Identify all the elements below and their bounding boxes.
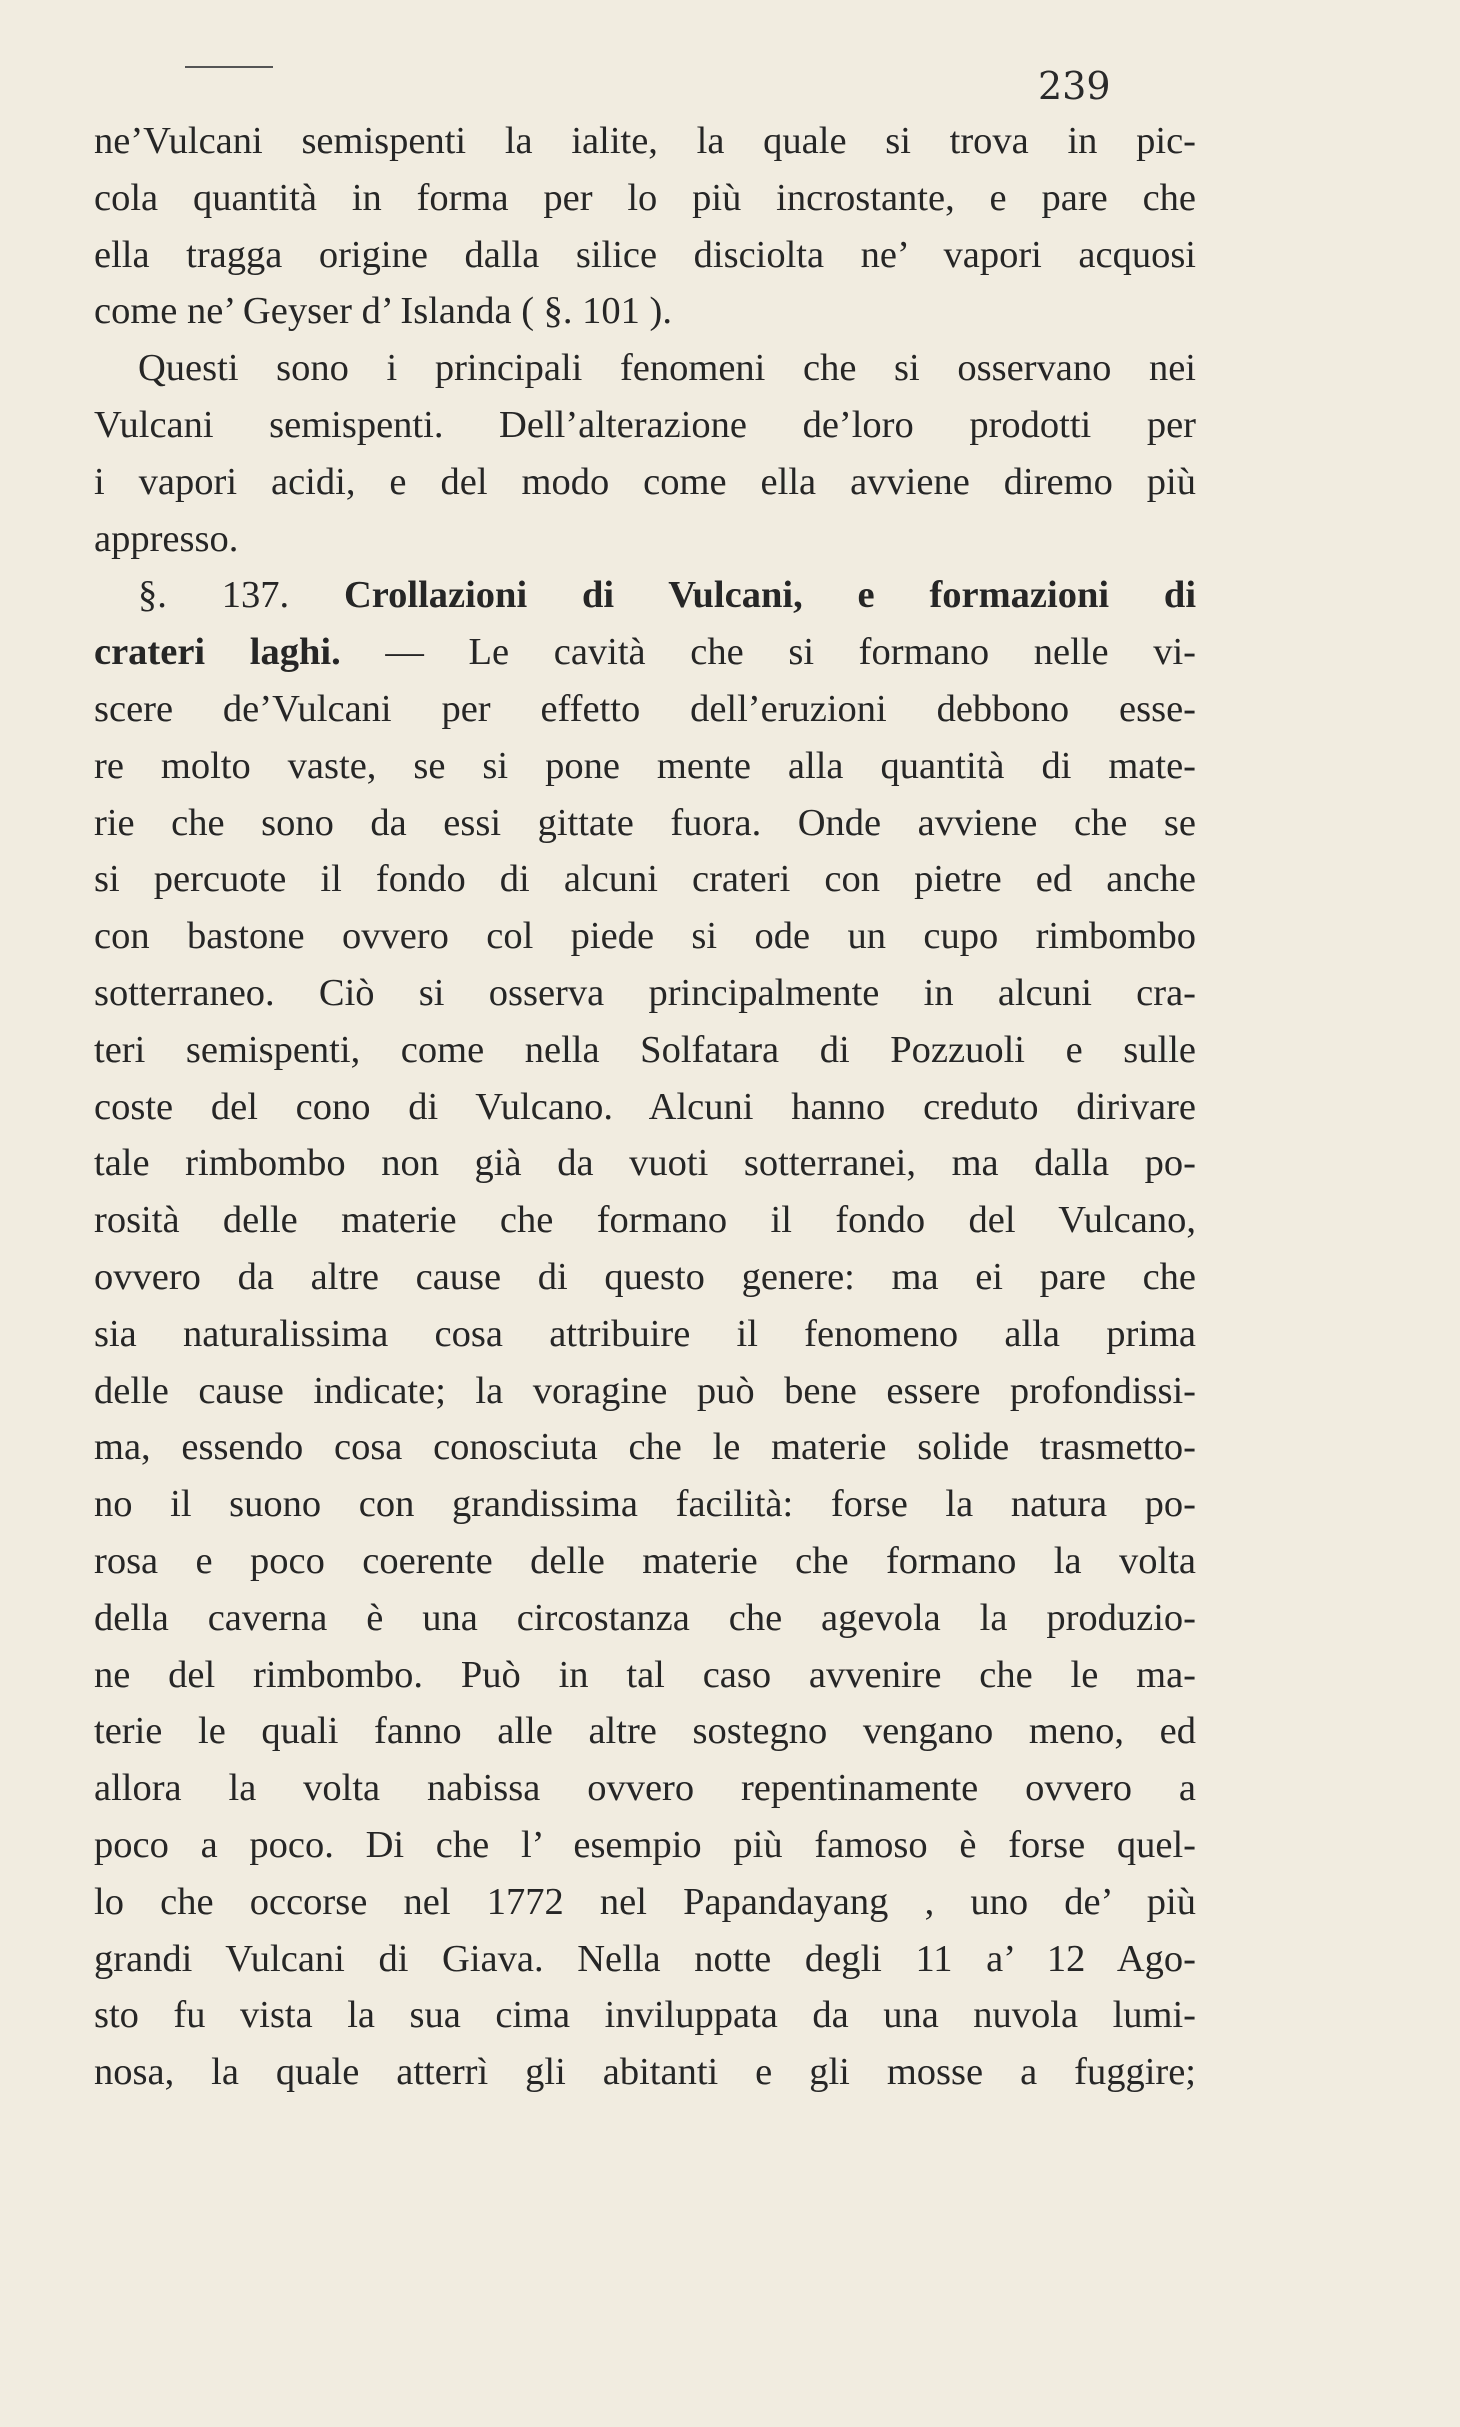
text-line-29: terie le quali fanno alle altre sostegno vengano meno, ed [94, 1710, 1196, 1753]
page-number: 239 [1038, 64, 1111, 108]
body-text [94, 113, 1196, 2101]
text-line-15: con bastone ovvero col piede si ode un cupo rimbombo [94, 915, 1196, 958]
section-heading-line [94, 567, 1196, 624]
text-line-35: nosa, la quale atterrì gli abitanti e gli mosse a fuggire; [94, 2051, 1196, 2094]
text-line-6: Vulcani semispenti. Dell’alterazione de’loro prodotti per [94, 403, 1196, 446]
text-line-24: ma, essendo cosa conosciuta che le materie solide trasmetto- [94, 1426, 1196, 1469]
text-line-33: grandi Vulcani di Giava. Nella notte degli 11 a’ 12 Ago- [94, 1937, 1196, 1980]
section-number: §. 137. [138, 574, 290, 617]
text-line-28: ne del rimbombo. Può in tal caso avvenire che le ma- [94, 1653, 1196, 1696]
text-line-10-rest: — Le cavità che si formano nelle vi- [340, 631, 1196, 674]
text-line-13: rie che sono da essi gittate fuora. Onde avviene che se [94, 801, 1196, 844]
text-line-5: Questi sono i principali fenomeni che si osservano nei [138, 347, 1196, 390]
text-line-25: no il suono con grandissima facilità: forse la natura po- [94, 1483, 1196, 1526]
text-line-1: ne’Vulcani semispenti la ialite, la quale si trova in pic- [94, 120, 1196, 162]
text-line-11: scere de’Vulcani per effetto dell’eruzioni debbono esse- [94, 687, 1196, 730]
text-line-8: appresso. [94, 517, 239, 560]
text-line-14: si percuote il fondo di alcuni crateri con pietre ed anche [94, 858, 1196, 901]
text-line-10 [94, 624, 1196, 681]
text-line-4: come ne’ Geyser d’ Islanda ( §. 101 ). [94, 290, 672, 333]
text-line-34: sto fu vista la sua cima inviluppata da una nuvola lumi- [94, 1994, 1196, 2037]
text-line-19: tale rimbombo non già da vuoti sotterranei, ma dalla po- [94, 1142, 1196, 1185]
text-line-22: sia naturalissima cosa attribuire il fenomeno alla prima [94, 1312, 1196, 1355]
text-line-20: rosità delle materie che formano il fondo del Vulcano, [94, 1199, 1196, 1242]
text-line-12: re molto vaste, se si pone mente alla quantità di mate- [94, 744, 1196, 787]
text-line-21: ovvero da altre cause di questo genere: ma ei pare che [94, 1255, 1196, 1298]
text-line-31: poco a poco. Di che l’ esempio più famoso è forse quel- [94, 1823, 1196, 1866]
text-line-7: i vapori acidi, e del modo come ella avviene diremo più [94, 460, 1196, 503]
text-line-17: teri semispenti, come nella Solfatara di Pozzuoli e sulle [94, 1028, 1196, 1071]
text-line-2: cola quantità in forma per lo più incrostante, e pare che [94, 176, 1196, 219]
section-title-continued: crateri laghi. [94, 631, 341, 674]
text-line-18: coste del cono di Vulcano. Alcuni hanno creduto dirivare [94, 1085, 1196, 1128]
text-line-16: sotterraneo. Ciò si osserva principalmente in alcuni cra- [94, 971, 1196, 1014]
text-line-32: lo che occorse nel 1772 nel Papandayang , uno de’ più [94, 1880, 1196, 1923]
top-rule-mark [185, 66, 273, 68]
text-line-23: delle cause indicate; la voragine può bene essere profondissi- [94, 1369, 1196, 1412]
text-line-3: ella tragga origine dalla silice disciolta ne’ vapori acquosi [94, 233, 1196, 276]
text-line-26: rosa e poco coerente delle materie che formano la volta [94, 1539, 1196, 1582]
section-title: Crollazioni di Vulcani, e formazioni di [343, 574, 1197, 617]
text-line-27: della caverna è una circostanza che agevola la produzio- [94, 1596, 1196, 1639]
text-line-30: allora la volta nabissa ovvero repentinamente ovvero a [94, 1767, 1196, 1810]
